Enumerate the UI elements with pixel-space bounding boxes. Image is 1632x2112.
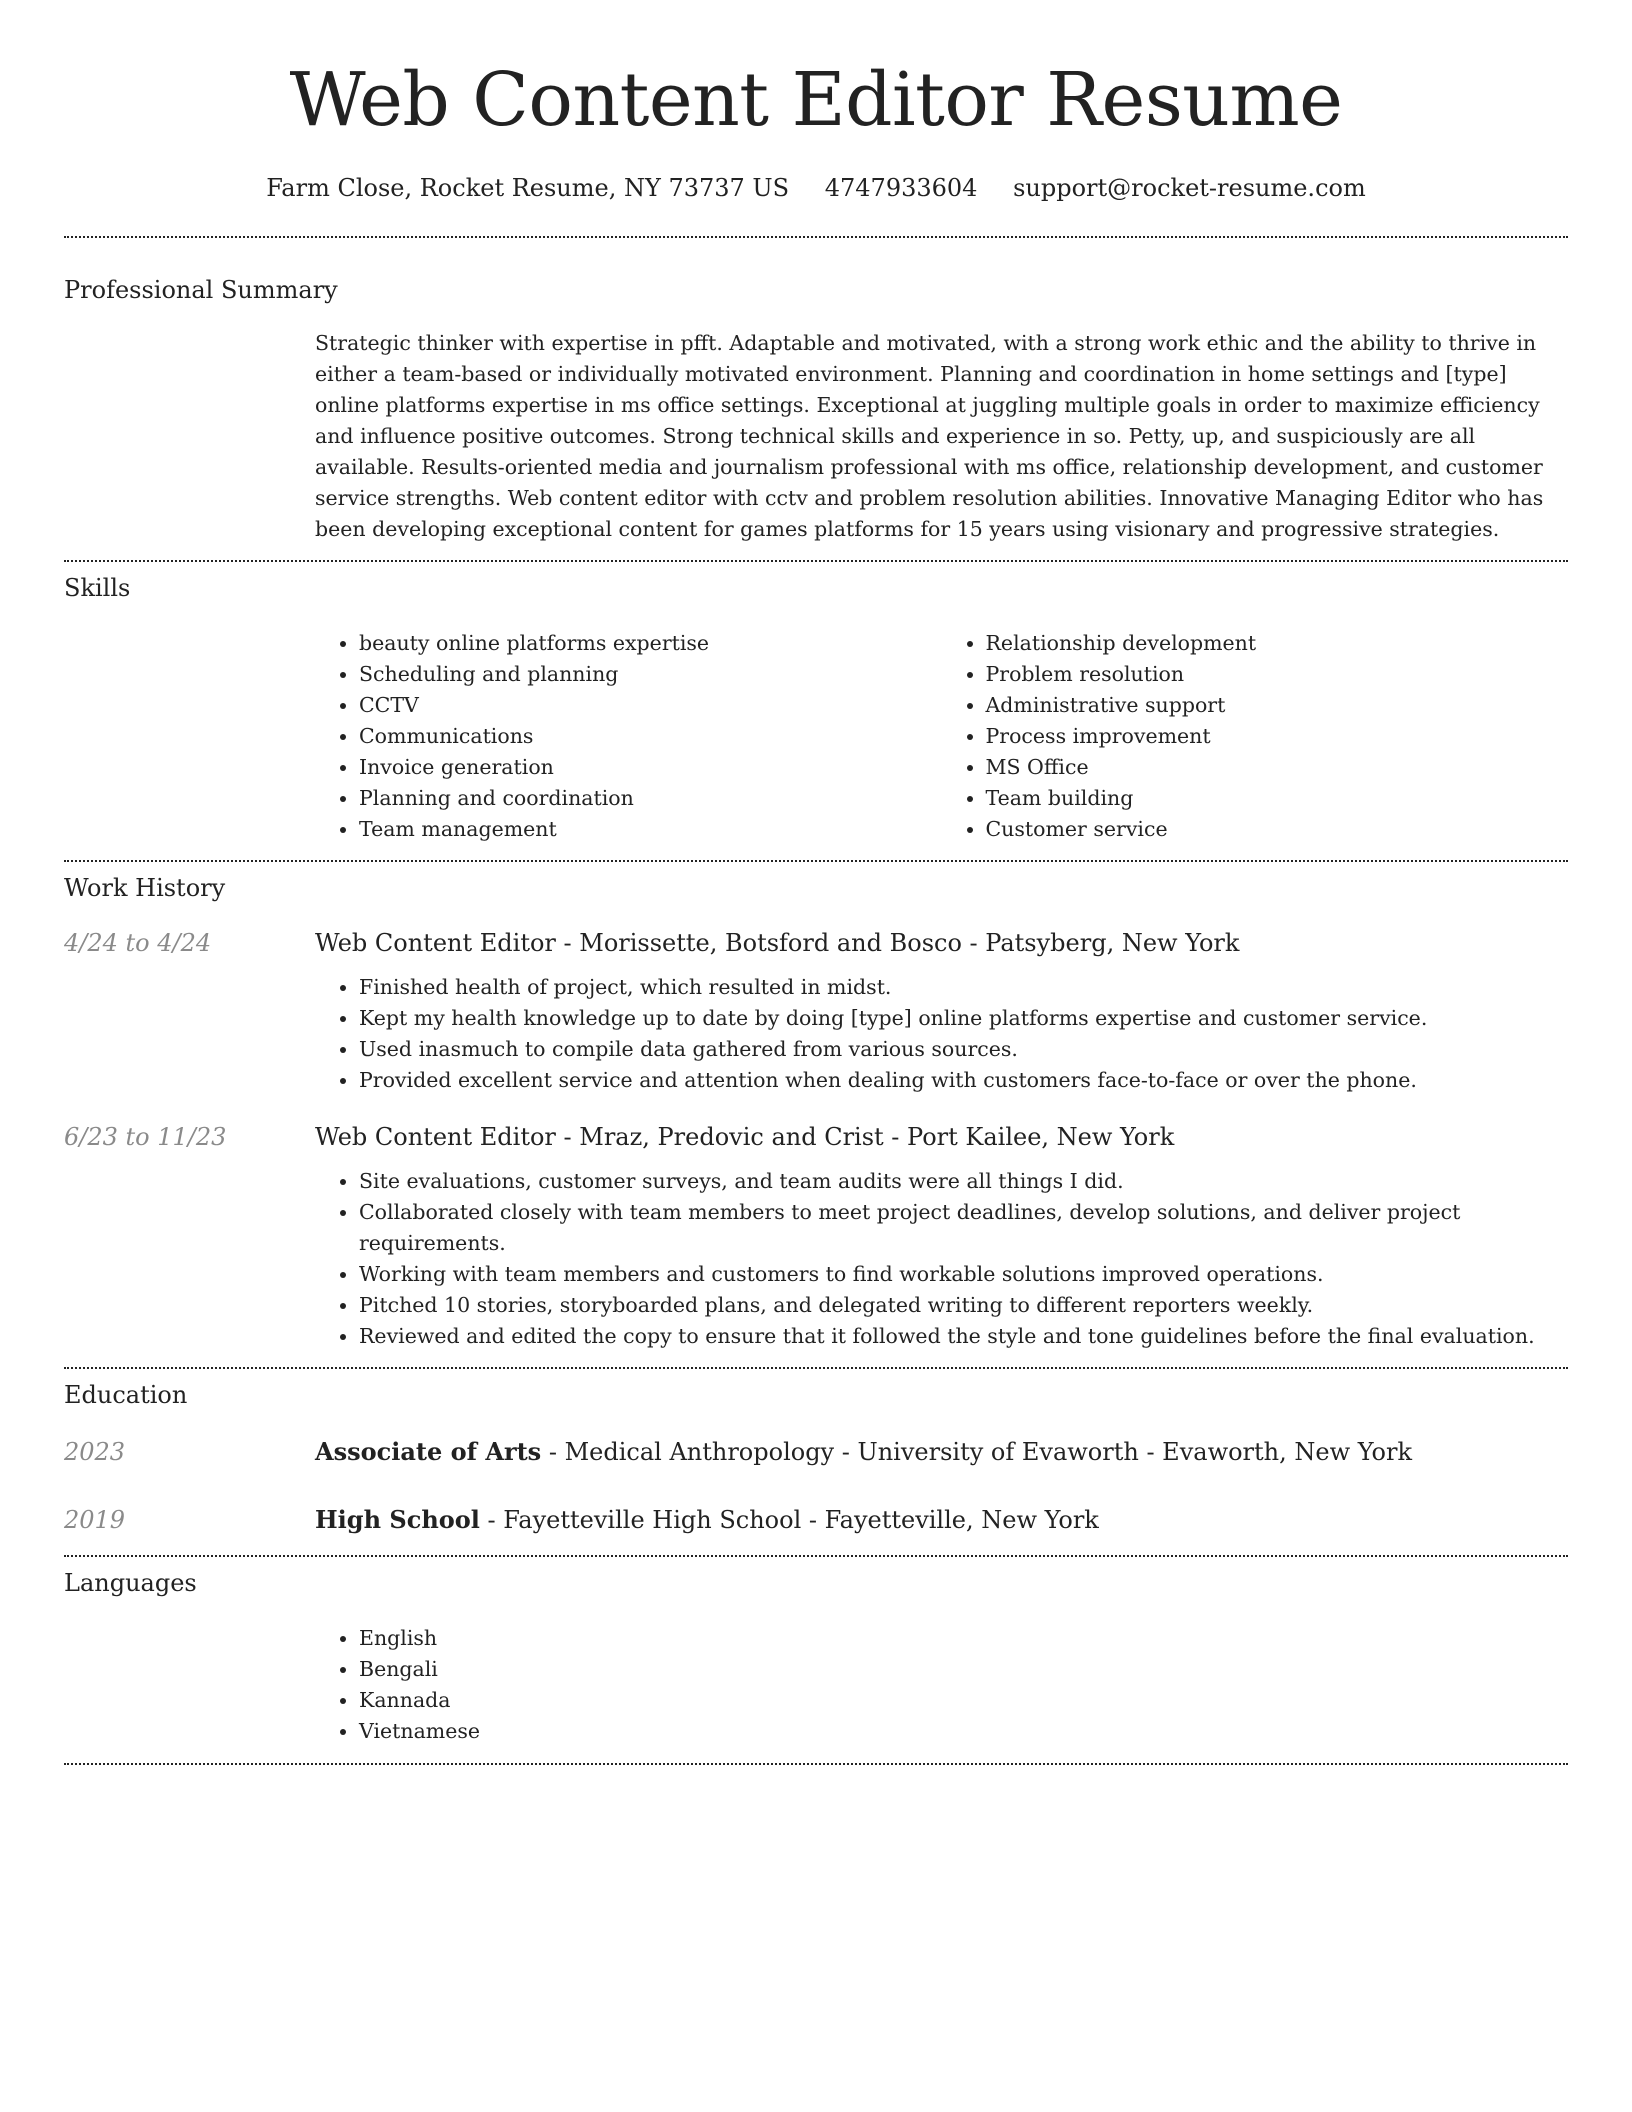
contact-line [64, 170, 1568, 206]
skill-item: • MS Office [986, 752, 1569, 783]
skill-item: • Invoice generation [359, 752, 942, 783]
education-detail [315, 1503, 1099, 1537]
education-degree: Associate of Arts [315, 1437, 542, 1466]
job-bullet: • Collaborated closely with team members to meet project deadlines, develop solutions, and deliver project requirements. [359, 1197, 1568, 1259]
job-bullet: • Working with team members and customers to find workable solutions improved operations. [359, 1259, 1568, 1290]
contact-email: support@rocket-resume.com [1013, 174, 1366, 202]
resume-page [64, 0, 1568, 1765]
language-item: • Kannada [359, 1685, 1568, 1716]
skill-item: • Process improvement [986, 721, 1569, 752]
languages-section [64, 1557, 1568, 1747]
education-school: - Fayetteville High School - Fayetteville, New York [479, 1506, 1099, 1534]
education-degree: High School [315, 1505, 480, 1534]
skill-item: • Administrative support [986, 690, 1569, 721]
summary-heading: Professional Summary [64, 276, 338, 304]
skills-list-left [315, 628, 942, 845]
job-entry [64, 1120, 1568, 1154]
education-entry [64, 1503, 1568, 1537]
language-item: • Bengali [359, 1654, 1568, 1685]
summary-section [64, 238, 1568, 545]
skill-item: • beauty online platforms expertise [359, 628, 942, 659]
job-bullets [315, 1166, 1568, 1352]
job-bullet: • Site evaluations, customer surveys, and team audits were all things I did. [359, 1166, 1568, 1197]
work-section [64, 862, 1568, 1352]
job-bullet: • Finished health of project, which resulted in midst. [359, 972, 1568, 1003]
education-year: 2023 [64, 1438, 126, 1466]
education-school: - Medical Anthropology - University of Evaworth - Evaworth, New York [541, 1438, 1412, 1466]
skills-list-right [942, 628, 1569, 845]
job-title: Web Content Editor - Morissette, Botsford and Bosco - Patsyberg, New York [315, 929, 1240, 957]
skill-item: • Customer service [986, 814, 1569, 845]
divider [64, 1763, 1568, 1765]
skill-item: • Team management [359, 814, 942, 845]
job-entry [64, 926, 1568, 960]
skill-item: • Planning and coordination [359, 783, 942, 814]
education-section [64, 1369, 1568, 1537]
job-bullet: • Provided excellent service and attention when dealing with customers face-to-face or over the phone. [359, 1065, 1568, 1096]
education-heading: Education [64, 1381, 188, 1409]
languages-heading: Languages [64, 1569, 197, 1597]
skills-section [64, 562, 1568, 845]
language-item: • English [359, 1623, 1568, 1654]
skill-item: • Relationship development [986, 628, 1569, 659]
skills-heading: Skills [64, 574, 131, 602]
skill-item: • Team building [986, 783, 1569, 814]
job-bullet: • Reviewed and edited the copy to ensure that it followed the style and tone guidelines before the final evaluation. [359, 1321, 1568, 1352]
job-dates: 6/23 to 11/23 [64, 1123, 227, 1151]
job-bullet: • Pitched 10 stories, storyboarded plans, and delegated writing to different reporters weekly. [359, 1290, 1568, 1321]
job-bullet: • Kept my health knowledge up to date by doing [type] online platforms expertise and customer service. [359, 1003, 1568, 1034]
language-item: • Vietnamese [359, 1716, 1568, 1747]
job-bullets [315, 972, 1568, 1096]
summary-text: Strategic thinker with expertise in pfft. Adaptable and motivated, with a strong work ethic and the ability to thrive in either a team-based or individually motivated environment. Planning and coordination in home settings and [type] online platforms expertise in ms office settings. Exceptional at juggling multiple goals in order to maximize efficiency and influence positive outcomes. Strong technical skills and experience in so. Petty, up, and suspiciously are all available. Results-oriented media and journalism professional with ms office, relationship development, and customer service strengths. Web content editor with cctv and problem resolution abilities. Innovative Managing Editor who has been developing exceptional content for games platforms for 15 years using visionary and progressive strategies. [315, 331, 1544, 541]
job-title: Web Content Editor - Mraz, Predovic and Crist - Port Kailee, New York [315, 1123, 1175, 1151]
work-heading: Work History [64, 874, 226, 902]
resume-title: Web Content Editor Resume [289, 57, 1343, 143]
skill-item: • Scheduling and planning [359, 659, 942, 690]
skill-item: • Communications [359, 721, 942, 752]
job-bullet: • Used inasmuch to compile data gathered from various sources. [359, 1034, 1568, 1065]
skill-item: • Problem resolution [986, 659, 1569, 690]
education-year: 2019 [64, 1506, 126, 1534]
education-entry [64, 1435, 1568, 1469]
skill-item: • CCTV [359, 690, 942, 721]
contact-address: Farm Close, Rocket Resume, NY 73737 US [266, 174, 790, 202]
education-detail [315, 1435, 1412, 1469]
languages-list [315, 1623, 1568, 1747]
contact-phone: 4747933604 [824, 174, 978, 202]
job-dates: 4/24 to 4/24 [64, 929, 212, 957]
